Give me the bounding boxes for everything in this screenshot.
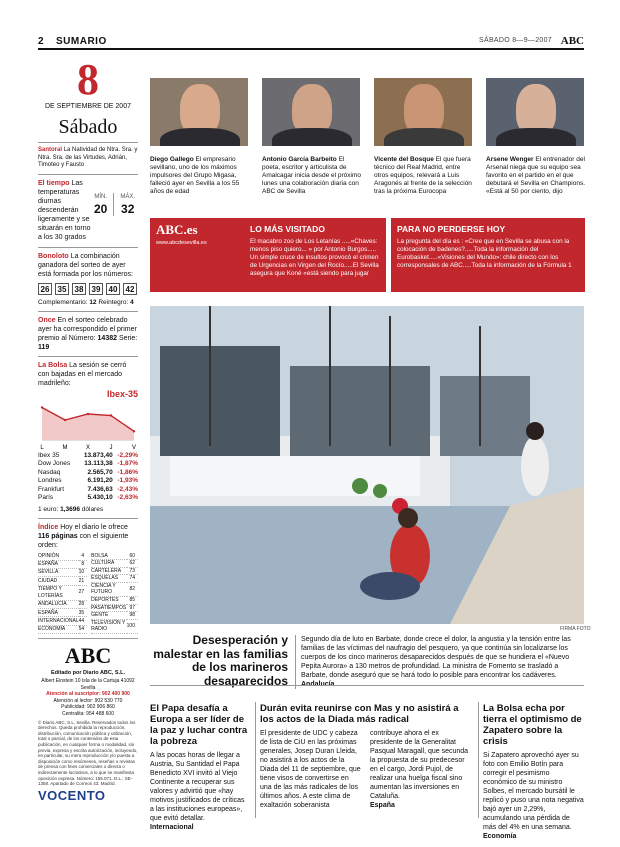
reintegro: 4 xyxy=(130,298,134,306)
portrait-text: El empresario sevillano, uno de los máximos impulsores del Grupo Migasa, falleció ayer en Sevilla a los 55 años de edad xyxy=(150,156,240,195)
chart-point xyxy=(110,414,112,416)
promo-url[interactable]: www.abcdesevilla.es xyxy=(156,240,207,246)
lottery-number: 26 xyxy=(38,283,52,295)
index-section: TIEMPO Y LOTERÍAS xyxy=(38,585,79,600)
index-row xyxy=(91,604,138,612)
header-date: SÁBADO 8—9—2007 xyxy=(479,37,552,44)
portrait-name: Vicente del Bosque xyxy=(374,156,434,163)
portrait-text: El poeta, escritor y articulista de Amalcagar inicia desde el próximo lunes una colaboración diaria con ABC de Sevilla xyxy=(262,156,361,195)
index-page: 98 xyxy=(127,612,138,620)
index-row xyxy=(91,575,138,583)
index-page: 100 xyxy=(127,619,138,633)
story-body: Si Zapatero aprovechó ayer su foto con Emilio Botín para corregir el pesimismo económico de su ministro Solbes, el mercado bursátil le replicó y puso una nota negativa bajó ayer un 2,29%, acumulando una pérdida de más del 4% en una semana. xyxy=(483,752,584,831)
min-temp: 20 xyxy=(94,201,108,216)
chart-tick-label: X xyxy=(85,444,91,451)
index-row xyxy=(38,560,87,568)
santoral-label: Santoral xyxy=(38,147,63,153)
stock-name: Dow Jones xyxy=(38,460,71,467)
main-photo xyxy=(150,306,584,624)
portrait-name: Arsene Wenger xyxy=(486,156,534,163)
lottery-number: 40 xyxy=(106,283,120,295)
index-row xyxy=(38,609,87,617)
temperature-box xyxy=(94,193,135,216)
promo-body: La pregunta del día es : «Cree que en Sevilla se abusa con la colocación de badenes?.....Toda la información del Eurobasket.....«Visiones del Mundo»: chile directo con los corresponsales de ABC.....Toda la información de la Fórmula 1 xyxy=(397,238,572,269)
promo-body: El macabro zoo de Los Letanías .....«Chaves: menos piso quiero... » por Antonio Burgos..... Un simple cruce de insultos provocó el crimen de Urgencias en Virgen del Rocío.....El Sevilla asegura que Koné «está siendo para jugar xyxy=(250,238,379,277)
max-temp: 32 xyxy=(121,201,135,216)
chart-area xyxy=(42,407,134,440)
euro-value: 1,3696 xyxy=(60,505,80,513)
bonoloto-label: Bonoloto xyxy=(38,252,69,260)
index-row xyxy=(38,617,87,625)
max-label: MÁX. xyxy=(120,193,136,200)
stock-value: 5.430,10 xyxy=(87,494,113,501)
santoral xyxy=(38,147,138,170)
chart-title: Ibex-35 xyxy=(106,388,138,399)
index-left xyxy=(38,553,87,635)
once-serie-label: Serie: xyxy=(118,334,138,342)
index-section: CIENCIA Y FUTURO xyxy=(91,582,127,596)
bonoloto-text: La combinación ganadora del sorteo de ayer está formada por los números: xyxy=(38,252,133,278)
header-logo: ABC xyxy=(560,35,584,47)
photo-credit: FIRMA FOTO xyxy=(560,626,591,632)
index-page: 74 xyxy=(127,575,138,583)
index-section: ANDALUCÍA xyxy=(38,600,79,608)
stock-row xyxy=(38,469,138,478)
portrait-name: Diego Gallego xyxy=(150,156,194,163)
stock-pct: -1,86% xyxy=(117,468,138,476)
index-right xyxy=(91,553,138,635)
portrait-photo xyxy=(262,78,360,146)
stock-value: 13.873,40 xyxy=(83,451,113,459)
indice-pages-label: páginas xyxy=(51,532,78,540)
stock-pct: -2,29% xyxy=(117,451,138,459)
story-headline[interactable]: La Bolsa echa por tierra el optimismo de Zapatero sobre la crisis xyxy=(483,703,582,747)
promo-title: PARA NO PERDERSE HOY xyxy=(397,224,506,234)
portrait-photo xyxy=(150,78,248,146)
portrait-photo xyxy=(486,78,584,146)
portrait-caption xyxy=(262,156,362,196)
index-page: 44 xyxy=(79,617,88,625)
lottery-number: 35 xyxy=(55,283,69,295)
stock-pct: -1,87% xyxy=(117,460,138,467)
portrait-caption xyxy=(486,156,586,196)
story xyxy=(483,703,584,841)
stock-value: 2.565,70 xyxy=(87,468,113,476)
chart-tick-label: V xyxy=(131,444,137,451)
index-row xyxy=(91,612,138,620)
stock-row xyxy=(38,494,138,503)
index-page: 28 xyxy=(79,600,88,608)
bolsa xyxy=(38,361,138,514)
indice-pages: 116 xyxy=(38,532,50,540)
edited-by: Editado por Diario ABC, S.L. xyxy=(50,670,126,677)
day-number: 8 xyxy=(77,55,99,104)
complementario-label: Complementario: xyxy=(38,298,88,306)
lead-body xyxy=(295,635,583,689)
index-section: ESPAÑA xyxy=(38,609,79,617)
index-row xyxy=(38,553,87,561)
ibex-line-chart xyxy=(38,390,138,452)
story-section: Economía xyxy=(483,833,517,840)
stock-pct: -1,93% xyxy=(117,477,138,484)
index-page: 82 xyxy=(127,582,138,596)
portrait-text: El entrenador del Arsenal niega que su equipo sea favorito en el partido en el que debutará el Sevilla en Champions. «Está al 50 por ciento, dijo xyxy=(486,156,586,195)
bolsa-label: La Bolsa xyxy=(38,361,68,369)
euro-label: 1 euro: xyxy=(38,505,59,513)
lead-text: Segundo día de luto en Barbate, donde crece el dolor, la angustia y la tensión entre las familias de las víctimas del naufragio del pesquero, ya que continúa sin localizarse los cuerpos de los cinco marineros desaparecidos después de que se hundiera el «Nuevo Pepita Aurora» a 130 metros de profundidad. La ministra de Fomento se trasladó a Barbate, donde aseguró que se hará todo lo posible para encontrar los cadáveres. xyxy=(301,636,571,679)
story xyxy=(260,703,472,821)
once-label: Once xyxy=(38,316,56,324)
address: Albert Einstein 10 Isla de la Cartuja 41092 Sevilla xyxy=(41,678,135,691)
stock-row xyxy=(38,452,138,461)
index-section: SEVILLA xyxy=(38,568,79,576)
index-section: ESPAÑA xyxy=(38,560,79,568)
stock-value: 13.113,38 xyxy=(84,460,113,467)
story-section: España xyxy=(370,802,395,809)
atencion-lector: Atención al lector: 902 530 770 xyxy=(53,697,123,704)
page-number: 2 xyxy=(38,36,44,47)
chart-point xyxy=(133,430,135,432)
portrait-name: Antonio García Barbeito xyxy=(262,156,337,163)
stock-table xyxy=(38,452,138,503)
bonoloto xyxy=(38,252,138,307)
stock-row xyxy=(38,486,138,495)
colophon-logo: ABC xyxy=(64,643,112,669)
index-page: 60 xyxy=(127,553,138,560)
left-column xyxy=(38,55,138,803)
index-page: 27 xyxy=(79,585,88,600)
lead-section: Andalucía xyxy=(301,681,335,688)
portrait-caption xyxy=(150,156,250,196)
story xyxy=(150,703,250,832)
index-page: 73 xyxy=(127,567,138,575)
ibex-chart xyxy=(38,390,138,452)
chart-point xyxy=(41,406,43,408)
chart-point xyxy=(87,412,89,414)
indice-suffix: con el siguiente orden: xyxy=(38,532,129,549)
story-body: El presidente de UDC y cabeza de lista de CiU en las próximas generales, Josep Duran Lleida, no asistirá a los actos de la Diada del 11 de septiembre, que tiene visos de convertirse en una de las más radicales de los últimos años. A este clima de exaltación soberanista contribuye ahora el ex presidente de la Generalitat Pasqual Maragall, que secunda la propuesta de su predecesor en el cargo, Jordi Pujol, de realizar una huelga fiscal sino aumentan las inversiones en Cataluña. xyxy=(260,730,469,809)
stock-value: 6.191,20 xyxy=(87,477,113,484)
reintegro-label: Reintegro: xyxy=(98,298,129,306)
index-page: 54 xyxy=(79,625,88,633)
story-section: Internacional xyxy=(150,824,194,831)
lottery-number: 38 xyxy=(72,283,86,295)
index-row xyxy=(38,625,87,633)
centralita: Centralita: 954 488 600 xyxy=(62,711,114,717)
index-row xyxy=(38,577,87,585)
atencion: Atención al suscriptor: 902 400 900 xyxy=(46,691,130,698)
portrait-photo xyxy=(374,78,472,146)
indice-text: Hoy el diario le ofrece xyxy=(60,523,128,531)
index-section: CIUDAD xyxy=(38,577,79,585)
lottery-number: 42 xyxy=(123,283,137,295)
index-page: 10 xyxy=(79,568,88,576)
index-section: INTERNACIONAL xyxy=(38,617,79,624)
vocento-logo: VOCENTO xyxy=(38,787,106,803)
index-row xyxy=(38,600,87,608)
euro-unit: dólares xyxy=(81,505,104,513)
story-headline[interactable]: El Papa desafía a Europa a ser líder de la paz y luchar contra la pobreza xyxy=(150,703,248,747)
chart-tick-label: L xyxy=(40,444,44,451)
stock-value: 7.436,63 xyxy=(87,485,113,493)
once-number: 14382 xyxy=(97,334,117,342)
bolsa-text: La sesión se cerró con bajadas en el mercado madrileño: xyxy=(38,361,127,387)
index-page: 62 xyxy=(127,560,138,568)
chart-tick-label: M xyxy=(62,444,68,451)
indice xyxy=(38,523,138,635)
index-row xyxy=(91,582,138,596)
index-row xyxy=(91,597,138,605)
promo-most-visited xyxy=(150,218,386,292)
once-text: En el sorteo celebrado ayer ha correspondido el primer premio al Número: xyxy=(38,316,137,342)
indice-label: Índice xyxy=(38,523,59,531)
index-row xyxy=(91,619,138,633)
story-headline[interactable]: Durán evita reunirse con Mas y no asistirá a los actos de la Diada más radical xyxy=(260,703,459,725)
page-header xyxy=(38,36,584,50)
stock-row xyxy=(38,477,138,486)
index-section: CULTURA xyxy=(91,560,127,568)
weather-text: Las temperaturas diurnas descenderán ligeramente y se situarán en torno a los 30 grados xyxy=(38,179,91,241)
stock-name: Ibex 35 xyxy=(38,451,60,459)
index-page: 35 xyxy=(79,609,88,617)
stock-pct: -2,63% xyxy=(117,494,138,501)
index-page: 85 xyxy=(127,597,138,605)
promo-dont-miss xyxy=(391,218,585,292)
stock-name: Nasdaq xyxy=(38,468,61,476)
stock-pct: -2,43% xyxy=(117,485,138,493)
index-section: OPINIÓN xyxy=(38,553,79,561)
portrait-caption xyxy=(374,156,474,196)
story-body: A las pocas horas de llegar a Austria, Su Santidad el Papa Benedicto XVI invitó al Viejo Continente a recuperar sus valores y advirtió que «hay motivos justificados de críticas a las instituciones europeas», que evitó detallar. xyxy=(150,752,245,822)
date-text: DE SEPTIEMBRE DE 2007 xyxy=(45,103,131,110)
index-row xyxy=(38,585,87,600)
index-section: ESQUELAS xyxy=(91,575,127,583)
index-section: DEPORTES xyxy=(91,597,127,605)
index-page: 21 xyxy=(79,577,88,585)
stock-name: Frankfurt xyxy=(38,485,65,493)
index-row xyxy=(91,560,138,568)
portrait-text: El que fuera técnico del Real Madrid, entre otros equipos, relevará a Luis Aragonés al frente de la selección tras la próxima Eurocopa xyxy=(374,156,472,195)
chart-point xyxy=(64,418,66,420)
chart-tick-label: J xyxy=(109,444,113,451)
complementario: 12 xyxy=(89,298,97,306)
section-title: SUMARIO xyxy=(56,36,107,47)
santoral-text: La Natividad de Ntra. Sra. y Ntra. Sra. de las Virtudes, Adrián, Timoteo y Fausto xyxy=(38,147,138,168)
colophon xyxy=(38,643,138,803)
index-section: GENTE xyxy=(91,612,127,620)
index-section: TELEVISIÓN Y RADIO xyxy=(91,619,126,633)
min-label: MÍN. xyxy=(94,193,108,200)
weather-label: El tiempo xyxy=(38,179,70,187)
abc-es-logo: ABC.es xyxy=(156,222,198,237)
stock-row xyxy=(38,460,138,469)
once-serie: 119 xyxy=(38,343,50,351)
index-section: ECONOMÍA xyxy=(38,625,79,633)
index-page: 97 xyxy=(127,604,138,612)
stock-name: París xyxy=(38,494,54,501)
index-page: 8 xyxy=(79,560,88,568)
bonoloto-numbers xyxy=(38,283,138,295)
weekday: Sábado xyxy=(58,116,118,138)
promo-title: LO MÁS VISITADO xyxy=(250,224,325,234)
lottery-number: 39 xyxy=(89,283,103,295)
index-row xyxy=(91,553,138,560)
index-section: BOLSA xyxy=(91,553,127,560)
index-section: CARTELERA xyxy=(91,567,127,575)
index-section: PASATIEMPOS xyxy=(91,604,127,611)
index-row xyxy=(91,567,138,575)
legal-text: © Diario ABC, S.L. Sevilla. Reservados todos los derechos. Queda prohibida la reproducción, distribución, comunicación pública y utilización, total o parcial, de los contenidos de esta publicación, en cualquier forma o modalidad, sin previa, expresa y escrita autorización, incluyendo, en particular, su mera reproducción y/o puesta a disposición como resúmenes, reseñas o revistas de prensa con fines comerciales o directa o indirectamente lucrativos, a lo que se manifiesta oposición expresa. Número: 155.071. D.L.: SE-1358. Apartado de Correos 43. Madrid. xyxy=(38,719,138,787)
stock-name: Londres xyxy=(38,477,62,484)
index-row xyxy=(38,568,87,576)
publicidad: Publicidad: 902 906 860 xyxy=(61,704,115,711)
index-page: 4 xyxy=(79,553,88,561)
weather xyxy=(38,179,138,243)
lead-headline[interactable]: Desesperación y malestar en las familias de los marineros desaparecidos xyxy=(153,633,288,688)
once xyxy=(38,316,138,352)
